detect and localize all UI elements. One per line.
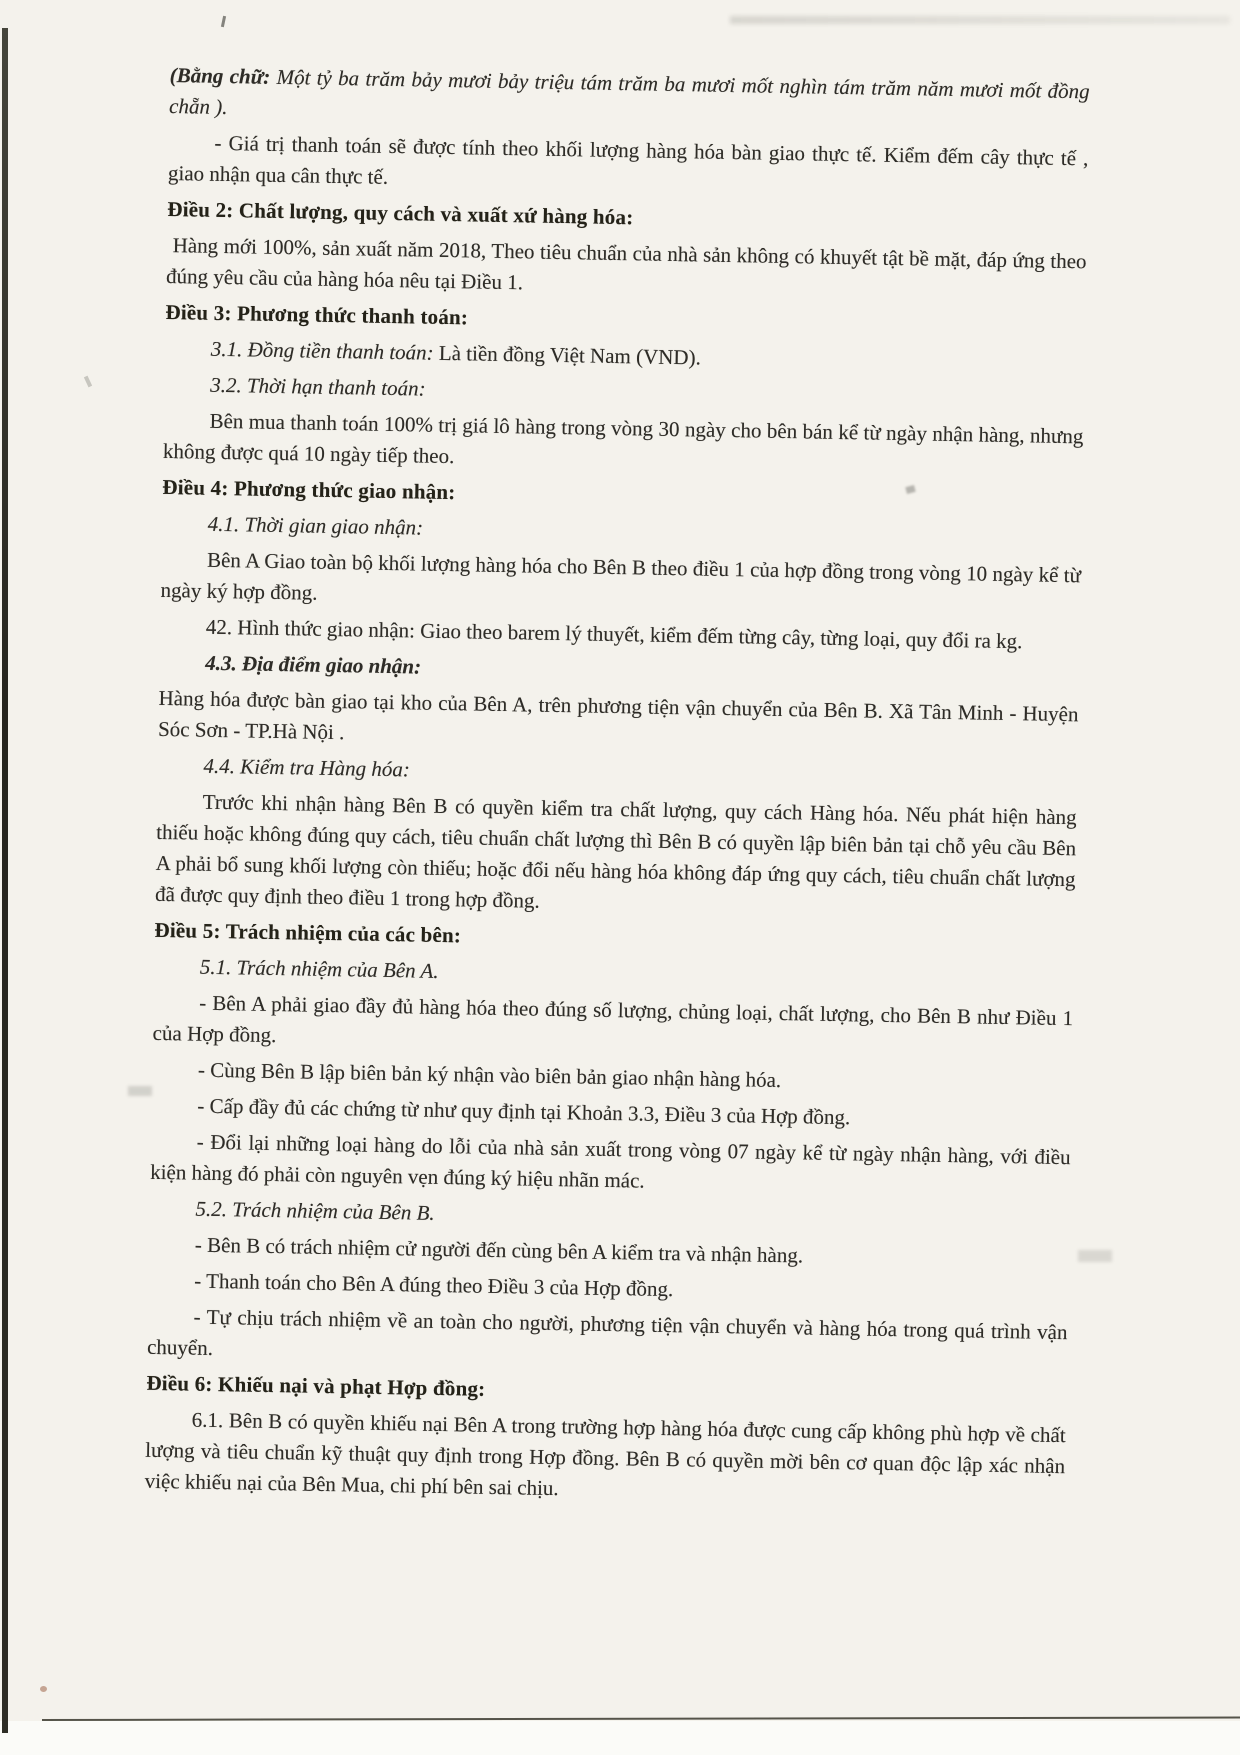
article4-clause-4-1-body: Bên A Giao toàn bộ khối lượng hàng hóa cho Bên B theo điều 1 của hợp đồng trong vòng 10 ngày kể từ ngày ký hợp đồng.	[160, 547, 1082, 605]
article4-clause-4-1-label: 4.1. Thời gian giao nhận:	[207, 511, 424, 540]
article5-responsibility-item: - Bên A phải giao đầy đủ hàng hóa theo đúng số lượng, chủng loại, chất lượng, cho Bên B như Điều 1 của Hợp đồng.	[152, 990, 1074, 1048]
contract-text-block	[144, 60, 1090, 1518]
scan-artifact	[1078, 1250, 1112, 1262]
article5-responsibility-item: - Cấp đầy đủ các chứng từ như quy định tại Khoản 3.3, Điều 3 của Hợp đồng.	[197, 1093, 851, 1130]
scan-artifact	[128, 1086, 152, 1096]
article4-clause-4-2-body: 42. Hình thức giao nhận: Giao theo barem lý thuyết, kiểm đếm từng cây, từng loại, quy đổi ra kg.	[205, 614, 1023, 654]
article4-clause-4-3-label: 4.3. Địa điểm giao nhận:	[205, 650, 422, 679]
scanner-background	[0, 1721, 1240, 1755]
clause-3-1-label: 3.1. Đồng tiền thanh toán:	[210, 336, 440, 365]
article5-clause-5-2-label: 5.2. Trách nhiệm của Bên B.	[195, 1196, 435, 1225]
article6-heading: Điều 6: Khiếu nại và phạt Hợp đồng:	[146, 1370, 486, 1401]
article5-responsibility-item: - Cùng Bên B lập biên bản ký nhận vào biên bản giao nhận hàng hóa.	[197, 1057, 782, 1093]
scan-artifact	[221, 16, 226, 27]
scan-artifact	[40, 1686, 47, 1692]
scan-artifact	[84, 376, 92, 388]
article5-responsibility-item: - Bên B có trách nhiệm cử người đến cùng bên A kiểm tra và nhận hàng.	[194, 1232, 804, 1268]
scan-artifact	[730, 16, 1230, 24]
article5-responsibility-item: - Tự chịu trách nhiệm về an toàn cho người, phương tiện vận chuyển và hàng hóa trong quá trình vận chuyển.	[146, 1304, 1068, 1360]
article4-clause-4-4-body: Trước khi nhận hàng Bên B có quyền kiểm tra chất lượng, quy cách Hàng hóa. Nếu phát hiện hàng thiếu hoặc không đúng quy cách, tiêu chuẩn chất lượng thì Bên B có quyền lập biên bản tại chỗ yêu cầu Bên A phải bổ sung khối lượng còn thiếu; hoặc đổi nếu hàng hóa không đáp ứng quy cách, tiêu chuẩn chất lượng đã được quy định theo điều 1 trong hợp đồng.	[154, 789, 1077, 913]
clause-3-1-text: Là tiền đồng Việt Nam (VND).	[438, 340, 702, 370]
page-left-edge-shadow	[2, 28, 8, 1733]
payment-note: - Giá trị thanh toán sẽ được tính theo khối lượng hàng hóa bàn giao thực tế. Kiểm đếm cây thực tế , giao nhận qua cân thực tế.	[167, 130, 1089, 189]
article4-heading: Điều 4: Phương thức giao nhận:	[162, 474, 456, 505]
amount-in-words-label: (Bằng chữ:	[169, 62, 277, 89]
article3-clause-3-2-label: 3.2. Thời hạn thanh toán:	[210, 372, 426, 401]
article2-heading: Điều 2: Chất lượng, quy cách và xuất xứ hàng hóa:	[167, 196, 634, 230]
article4-clause-4-3-body: Hàng hóa được bàn giao tại kho của Bên A, trên phương tiện vận chuyển của Bên B. Xã Tân Minh - Huyện Sóc Sơn - TP.Hà Nội .	[157, 685, 1079, 745]
article2-body: Hàng mới 100%, sản xuất năm 2018, Theo tiêu chuẩn của nhà sản không có khuyết tật bề mặt, đáp ứng theo đúng yêu cầu của hàng hóa nêu tại Điều 1.	[165, 233, 1087, 295]
amount-in-words-value: Một tỷ ba trăm bảy mươi bảy triệu tám trăm ba mươi mốt nghìn tám trăm năm mươi mốt đồng chẵn ).	[168, 64, 1090, 120]
article6-clause-6-1-body: 6.1. Bên B có quyền khiếu nại Bên A trong trường hợp hàng hóa được cung cấp không phù hợp về chất lượng và tiêu chuẩn kỹ thuật quy định trong Hợp đồng. Bên B có quyền mời bên cơ quan độc lập xác nhận việc khiếu nại của Bên Mua, chi phí bên sai chịu.	[144, 1407, 1066, 1501]
article5-heading: Điều 5: Trách nhiệm của các bên:	[154, 917, 462, 948]
article5-responsibility-item: - Thanh toán cho Bên A đúng theo Điều 3 của Hợp đồng.	[194, 1268, 674, 1302]
article3-clause-3-2-body: Bên mua thanh toán 100% trị giá lô hàng trong vòng 30 ngày cho bên bán kể từ ngày nhận hàng, nhưng không được quá 10 ngày tiếp theo.	[162, 408, 1084, 469]
article4-clause-4-4-label: 4.4. Kiểm tra Hàng hóa:	[203, 753, 411, 782]
article3-heading: Điều 3: Phương thức thanh toán:	[165, 299, 469, 330]
amount-in-words	[169, 60, 1090, 138]
article5-clause-5-1-label: 5.1. Trách nhiệm của Bên A.	[199, 954, 439, 983]
article5-responsibility-item: - Đổi lại những loại hàng do lỗi của nhà sản xuất trong vòng 07 ngày kể từ ngày nhận hàng, với điều kiện hàng đó phải còn nguyên vẹn đúng ký hiệu nhãn mác.	[149, 1129, 1071, 1193]
